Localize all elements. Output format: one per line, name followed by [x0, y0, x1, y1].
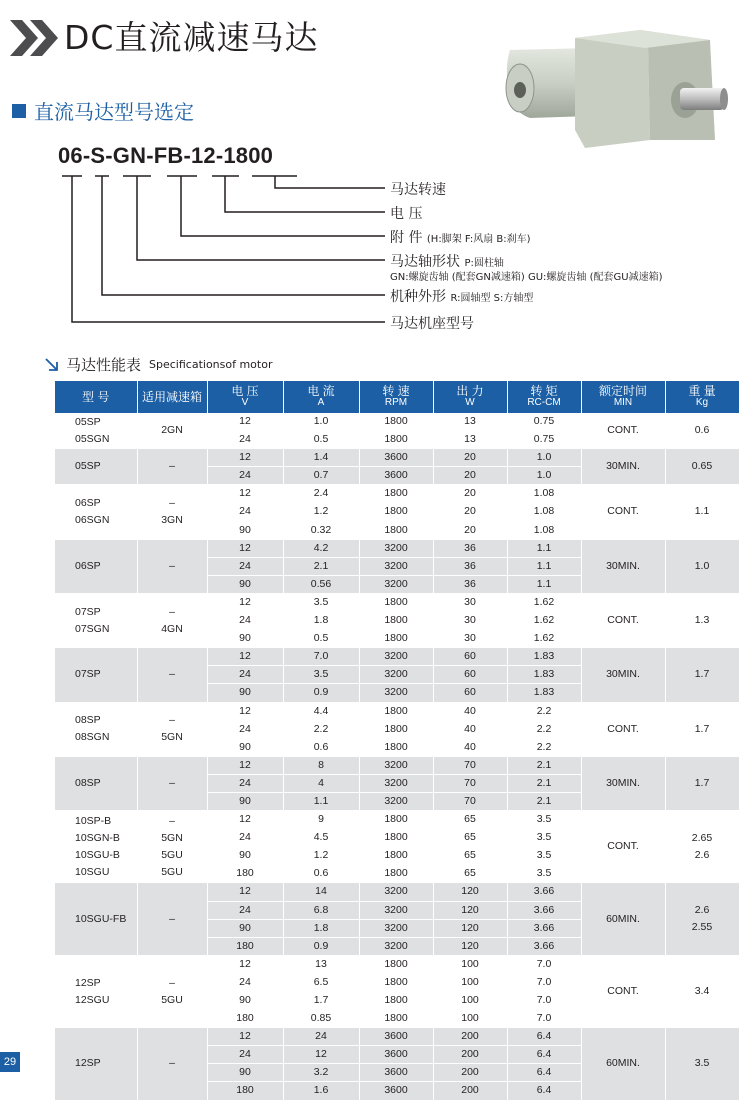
cell-voltage: 24 — [207, 720, 283, 738]
cell-speed: 1800 — [359, 955, 433, 973]
cell-torque: 7.0 — [507, 973, 581, 991]
cell-speed: 1800 — [359, 829, 433, 847]
column-header — [665, 381, 739, 413]
cell-speed: 3200 — [359, 792, 433, 810]
cell-torque: 3.5 — [507, 865, 581, 883]
cell-torque: 0.75 — [507, 413, 581, 431]
cell-output: 30 — [433, 593, 507, 611]
cell-output: 65 — [433, 829, 507, 847]
cell-output: 70 — [433, 792, 507, 810]
cell-voltage: 12 — [207, 593, 283, 611]
cell-torque: 6.4 — [507, 1082, 581, 1100]
cell-output: 40 — [433, 738, 507, 756]
cell-speed: 1800 — [359, 593, 433, 611]
cell-current: 0.56 — [283, 575, 359, 593]
cell-current: 1.4 — [283, 449, 359, 467]
cell-torque: 0.75 — [507, 431, 581, 449]
column-header-unit: Kg — [695, 397, 709, 408]
cell-voltage: 180 — [207, 865, 283, 883]
cell-output: 200 — [433, 1064, 507, 1082]
cell-output: 20 — [433, 503, 507, 521]
cell-voltage: 24 — [207, 467, 283, 485]
column-header-label: 型 号 — [82, 390, 110, 404]
cell-voltage: 24 — [207, 973, 283, 991]
cell-weight: 1.0 — [665, 539, 739, 593]
cell-current: 4.4 — [283, 702, 359, 720]
page-number: 29 — [0, 1052, 20, 1072]
cell-voltage: 12 — [207, 756, 283, 774]
cell-model: 06SP — [55, 539, 137, 593]
cell-voltage: 24 — [207, 431, 283, 449]
arrow-down-right-icon — [44, 357, 60, 373]
cell-gearbox: – — [137, 648, 207, 702]
cell-model: 07SP 07SGN — [55, 593, 137, 647]
cell-gearbox: – — [137, 756, 207, 810]
table-row — [55, 883, 739, 901]
cell-output: 36 — [433, 539, 507, 557]
cell-gearbox: – 5GN — [137, 702, 207, 756]
cell-voltage: 180 — [207, 1010, 283, 1028]
cell-voltage: 24 — [207, 666, 283, 684]
cell-current: 0.6 — [283, 738, 359, 756]
cell-voltage: 12 — [207, 955, 283, 973]
cell-voltage: 90 — [207, 1064, 283, 1082]
cell-output: 100 — [433, 973, 507, 991]
cell-weight: 2.6 2.55 — [665, 883, 739, 955]
cell-current: 9 — [283, 811, 359, 829]
cell-torque: 1.0 — [507, 449, 581, 467]
cell-voltage: 12 — [207, 449, 283, 467]
column-header-unit: RC-CM — [527, 397, 561, 408]
column-header-label: 转 矩 — [530, 384, 558, 398]
cell-speed: 1800 — [359, 630, 433, 648]
cell-gearbox: – — [137, 883, 207, 955]
cell-voltage: 90 — [207, 575, 283, 593]
cell-current: 0.32 — [283, 521, 359, 539]
cell-torque: 1.0 — [507, 467, 581, 485]
cell-output: 60 — [433, 666, 507, 684]
cell-output: 100 — [433, 992, 507, 1010]
cell-torque: 1.83 — [507, 666, 581, 684]
column-header — [207, 381, 283, 413]
column-header-label: 额定时间 — [598, 384, 647, 398]
cell-current: 1.2 — [283, 847, 359, 865]
column-header-unit: A — [317, 397, 325, 408]
cell-rated-time: CONT. — [581, 955, 665, 1027]
cell-torque: 3.66 — [507, 901, 581, 919]
cell-torque: 3.5 — [507, 847, 581, 865]
cell-torque: 6.4 — [507, 1028, 581, 1046]
cell-weight: 1.3 — [665, 593, 739, 647]
cell-torque: 6.4 — [507, 1064, 581, 1082]
cell-current: 1.7 — [283, 992, 359, 1010]
cell-current: 14 — [283, 883, 359, 901]
cell-current: 4.2 — [283, 539, 359, 557]
cell-rated-time: CONT. — [581, 413, 665, 449]
cell-speed: 3200 — [359, 937, 433, 955]
column-header-label: 重 量 — [688, 384, 716, 398]
cell-current: 0.5 — [283, 630, 359, 648]
cell-output: 120 — [433, 937, 507, 955]
section-title-en: Specificationsof motor — [149, 358, 273, 371]
column-header-unit: V — [241, 397, 249, 408]
cell-rated-time: CONT. — [581, 485, 665, 539]
cell-speed: 3200 — [359, 557, 433, 575]
cell-current: 1.2 — [283, 503, 359, 521]
cell-speed: 1800 — [359, 738, 433, 756]
cell-weight: 1.7 — [665, 648, 739, 702]
cell-gearbox: – 5GN 5GU 5GU — [137, 811, 207, 883]
column-header-unit: W — [465, 397, 475, 408]
table-row — [55, 485, 739, 503]
cell-weight: 3.5 — [665, 1028, 739, 1100]
cell-torque: 2.2 — [507, 738, 581, 756]
cell-current: 3.5 — [283, 666, 359, 684]
table-header-row — [55, 381, 739, 413]
cell-speed: 3200 — [359, 883, 433, 901]
cell-speed: 1800 — [359, 720, 433, 738]
cell-output: 60 — [433, 684, 507, 702]
cell-rated-time: 60MIN. — [581, 1028, 665, 1100]
cell-voltage: 90 — [207, 684, 283, 702]
cell-model: 06SP 06SGN — [55, 485, 137, 539]
cell-voltage: 24 — [207, 901, 283, 919]
cell-torque: 1.08 — [507, 521, 581, 539]
cell-speed: 3600 — [359, 1082, 433, 1100]
cell-output: 40 — [433, 720, 507, 738]
table-row — [55, 811, 739, 829]
cell-weight: 3.4 — [665, 955, 739, 1027]
cell-voltage: 90 — [207, 521, 283, 539]
cell-rated-time: 60MIN. — [581, 883, 665, 955]
cell-speed: 1800 — [359, 503, 433, 521]
cell-voltage: 12 — [207, 811, 283, 829]
cell-voltage: 12 — [207, 702, 283, 720]
cell-current: 3.5 — [283, 593, 359, 611]
cell-torque: 3.66 — [507, 937, 581, 955]
cell-model: 12SP — [55, 1028, 137, 1100]
cell-rated-time: 30MIN. — [581, 539, 665, 593]
cell-current: 13 — [283, 955, 359, 973]
page-title: DC直流减速马达 — [64, 18, 319, 57]
table-row — [55, 955, 739, 973]
cell-current: 3.2 — [283, 1064, 359, 1082]
column-header — [359, 381, 433, 413]
cell-gearbox: – — [137, 1028, 207, 1100]
cell-current: 0.85 — [283, 1010, 359, 1028]
cell-gearbox: – 4GN — [137, 593, 207, 647]
cell-voltage: 90 — [207, 792, 283, 810]
cell-torque: 3.5 — [507, 811, 581, 829]
legend-motor-speed: 马达转速 — [390, 182, 446, 198]
cell-speed: 3200 — [359, 919, 433, 937]
legend-voltage: 电 压 — [390, 206, 423, 222]
cell-output: 100 — [433, 955, 507, 973]
cell-speed: 3200 — [359, 648, 433, 666]
cell-voltage: 180 — [207, 937, 283, 955]
column-header-label: 转 速 — [382, 384, 410, 398]
cell-voltage: 90 — [207, 919, 283, 937]
cell-voltage: 12 — [207, 539, 283, 557]
cell-weight: 1.7 — [665, 756, 739, 810]
cell-current: 0.5 — [283, 431, 359, 449]
cell-speed: 3600 — [359, 467, 433, 485]
cell-weight: 1.7 — [665, 702, 739, 756]
cell-speed: 1800 — [359, 431, 433, 449]
cell-speed: 3200 — [359, 901, 433, 919]
table-row — [55, 449, 739, 467]
column-header-label: 电 流 — [307, 384, 335, 398]
cell-speed: 1800 — [359, 847, 433, 865]
cell-model: 12SP 12SGU — [55, 955, 137, 1027]
cell-current: 6.5 — [283, 973, 359, 991]
cell-current: 0.9 — [283, 937, 359, 955]
legend-accessory: 附 件 (H:脚架 F:风扇 B:刹车) — [390, 230, 531, 246]
cell-output: 65 — [433, 811, 507, 829]
cell-model: 05SP — [55, 449, 137, 485]
cell-torque: 2.1 — [507, 774, 581, 792]
column-header-unit: MIN — [613, 397, 633, 408]
column-header-unit: RPM — [384, 397, 408, 408]
column-header — [433, 381, 507, 413]
cell-speed: 3600 — [359, 1064, 433, 1082]
cell-output: 20 — [433, 521, 507, 539]
model-code: 06-S-GN-FB-12-1800 — [58, 143, 274, 168]
cell-speed: 3200 — [359, 756, 433, 774]
cell-torque: 3.5 — [507, 829, 581, 847]
cell-output: 20 — [433, 467, 507, 485]
cell-current: 0.9 — [283, 684, 359, 702]
cell-output: 120 — [433, 919, 507, 937]
cell-speed: 3200 — [359, 539, 433, 557]
cell-output: 100 — [433, 1010, 507, 1028]
column-header-label: 电 压 — [231, 384, 259, 398]
cell-speed: 1800 — [359, 485, 433, 503]
cell-output: 65 — [433, 847, 507, 865]
cell-voltage: 12 — [207, 485, 283, 503]
cell-torque: 2.2 — [507, 720, 581, 738]
cell-voltage: 90 — [207, 630, 283, 648]
cell-rated-time: CONT. — [581, 593, 665, 647]
cell-output: 36 — [433, 557, 507, 575]
spec-table — [55, 381, 740, 1101]
column-header — [507, 381, 581, 413]
cell-output: 20 — [433, 449, 507, 467]
cell-torque: 2.2 — [507, 702, 581, 720]
cell-voltage: 24 — [207, 1046, 283, 1064]
cell-weight: 1.1 — [665, 485, 739, 539]
table-row — [55, 413, 739, 431]
table-row — [55, 1028, 739, 1046]
cell-output: 40 — [433, 702, 507, 720]
cell-current: 12 — [283, 1046, 359, 1064]
cell-voltage: 24 — [207, 557, 283, 575]
cell-rated-time: 30MIN. — [581, 449, 665, 485]
cell-speed: 1800 — [359, 521, 433, 539]
cell-rated-time: CONT. — [581, 702, 665, 756]
cell-torque: 2.1 — [507, 756, 581, 774]
table-row — [55, 593, 739, 611]
cell-current: 1.8 — [283, 919, 359, 937]
cell-speed: 1800 — [359, 811, 433, 829]
cell-current: 24 — [283, 1028, 359, 1046]
cell-output: 36 — [433, 575, 507, 593]
cell-voltage: 12 — [207, 413, 283, 431]
cell-gearbox: – 3GN — [137, 485, 207, 539]
column-header — [581, 381, 665, 413]
column-header — [55, 381, 137, 413]
legend-shaft-gear-types: GN:螺旋齿轴 (配套GN减速箱) GU:螺旋齿轴 (配套GU减速箱) — [390, 272, 663, 283]
table-row — [55, 539, 739, 557]
cell-gearbox: – — [137, 539, 207, 593]
cell-torque: 1.62 — [507, 612, 581, 630]
legend-model-shape: 机种外形 R:圆轴型 S:方轴型 — [390, 289, 534, 305]
cell-weight: 0.6 — [665, 413, 739, 449]
cell-torque: 3.66 — [507, 883, 581, 901]
cell-current: 6.8 — [283, 901, 359, 919]
column-header — [137, 381, 207, 413]
cell-current: 2.1 — [283, 557, 359, 575]
cell-torque: 1.62 — [507, 630, 581, 648]
cell-current: 1.8 — [283, 612, 359, 630]
cell-speed: 1800 — [359, 413, 433, 431]
column-header-label: 适用减速箱 — [141, 390, 202, 404]
cell-speed: 3600 — [359, 1046, 433, 1064]
cell-output: 65 — [433, 865, 507, 883]
table-row — [55, 648, 739, 666]
cell-rated-time: 30MIN. — [581, 756, 665, 810]
cell-model: 10SP-B 10SGN-B 10SGU-B 10SGU — [55, 811, 137, 883]
cell-speed: 1800 — [359, 973, 433, 991]
cell-model: 10SGU-FB — [55, 883, 137, 955]
cell-rated-time: CONT. — [581, 811, 665, 883]
cell-torque: 1.83 — [507, 648, 581, 666]
cell-torque: 7.0 — [507, 1010, 581, 1028]
cell-model: 08SP — [55, 756, 137, 810]
column-header — [283, 381, 359, 413]
cell-model: 08SP 08SGN — [55, 702, 137, 756]
cell-speed: 1800 — [359, 1010, 433, 1028]
cell-output: 60 — [433, 648, 507, 666]
cell-output: 20 — [433, 485, 507, 503]
cell-speed: 1800 — [359, 865, 433, 883]
cell-torque: 1.1 — [507, 557, 581, 575]
cell-torque: 6.4 — [507, 1046, 581, 1064]
cell-voltage: 12 — [207, 648, 283, 666]
cell-gearbox: – 5GU — [137, 955, 207, 1027]
cell-voltage: 90 — [207, 738, 283, 756]
cell-voltage: 24 — [207, 503, 283, 521]
section-specifications — [44, 354, 272, 375]
cell-model: 07SP — [55, 648, 137, 702]
cell-output: 30 — [433, 630, 507, 648]
cell-torque: 2.1 — [507, 792, 581, 810]
legend-shaft-shape: 马达轴形状 P:圆柱轴 — [390, 254, 504, 270]
cell-torque: 1.08 — [507, 503, 581, 521]
table-row — [55, 756, 739, 774]
cell-output: 120 — [433, 883, 507, 901]
cell-voltage: 180 — [207, 1082, 283, 1100]
model-code-bracket-lines — [0, 0, 750, 360]
cell-output: 200 — [433, 1028, 507, 1046]
table-row — [55, 702, 739, 720]
cell-current: 4.5 — [283, 829, 359, 847]
cell-output: 200 — [433, 1082, 507, 1100]
cell-output: 120 — [433, 901, 507, 919]
cell-output: 70 — [433, 756, 507, 774]
cell-torque: 7.0 — [507, 992, 581, 1010]
cell-current: 0.7 — [283, 467, 359, 485]
cell-speed: 1800 — [359, 992, 433, 1010]
cell-output: 13 — [433, 413, 507, 431]
cell-torque: 1.83 — [507, 684, 581, 702]
cell-voltage: 24 — [207, 829, 283, 847]
cell-speed: 1800 — [359, 702, 433, 720]
cell-torque: 1.62 — [507, 593, 581, 611]
cell-speed: 1800 — [359, 612, 433, 630]
cell-rated-time: 30MIN. — [581, 648, 665, 702]
cell-torque: 1.1 — [507, 539, 581, 557]
cell-current: 4 — [283, 774, 359, 792]
cell-current: 8 — [283, 756, 359, 774]
cell-voltage: 24 — [207, 612, 283, 630]
cell-speed: 3200 — [359, 575, 433, 593]
legend-frame-size: 马达机座型号 — [390, 316, 474, 332]
column-header-label: 出 力 — [456, 384, 484, 398]
cell-torque: 1.1 — [507, 575, 581, 593]
cell-voltage: 12 — [207, 1028, 283, 1046]
cell-gearbox: – — [137, 449, 207, 485]
section-title-cn: 马达性能表 — [66, 356, 142, 374]
section-title: 直流马达型号选定 — [34, 100, 194, 124]
cell-speed: 3200 — [359, 666, 433, 684]
cell-speed: 3600 — [359, 449, 433, 467]
cell-torque: 1.08 — [507, 485, 581, 503]
cell-voltage: 90 — [207, 847, 283, 865]
cell-model: 05SP 05SGN — [55, 413, 137, 449]
cell-output: 13 — [433, 431, 507, 449]
cell-speed: 3200 — [359, 774, 433, 792]
cell-gearbox: 2GN — [137, 413, 207, 449]
cell-output: 70 — [433, 774, 507, 792]
cell-torque: 3.66 — [507, 919, 581, 937]
cell-output: 200 — [433, 1046, 507, 1064]
cell-voltage: 24 — [207, 774, 283, 792]
cell-weight: 2.65 2.6 — [665, 811, 739, 883]
cell-current: 1.0 — [283, 413, 359, 431]
cell-speed: 3600 — [359, 1028, 433, 1046]
cell-output: 30 — [433, 612, 507, 630]
cell-voltage: 12 — [207, 883, 283, 901]
cell-current: 2.4 — [283, 485, 359, 503]
cell-voltage: 90 — [207, 992, 283, 1010]
cell-current: 1.6 — [283, 1082, 359, 1100]
cell-torque: 7.0 — [507, 955, 581, 973]
cell-weight: 0.65 — [665, 449, 739, 485]
cell-speed: 3200 — [359, 684, 433, 702]
cell-current: 2.2 — [283, 720, 359, 738]
cell-current: 0.6 — [283, 865, 359, 883]
cell-current: 7.0 — [283, 648, 359, 666]
cell-current: 1.1 — [283, 792, 359, 810]
